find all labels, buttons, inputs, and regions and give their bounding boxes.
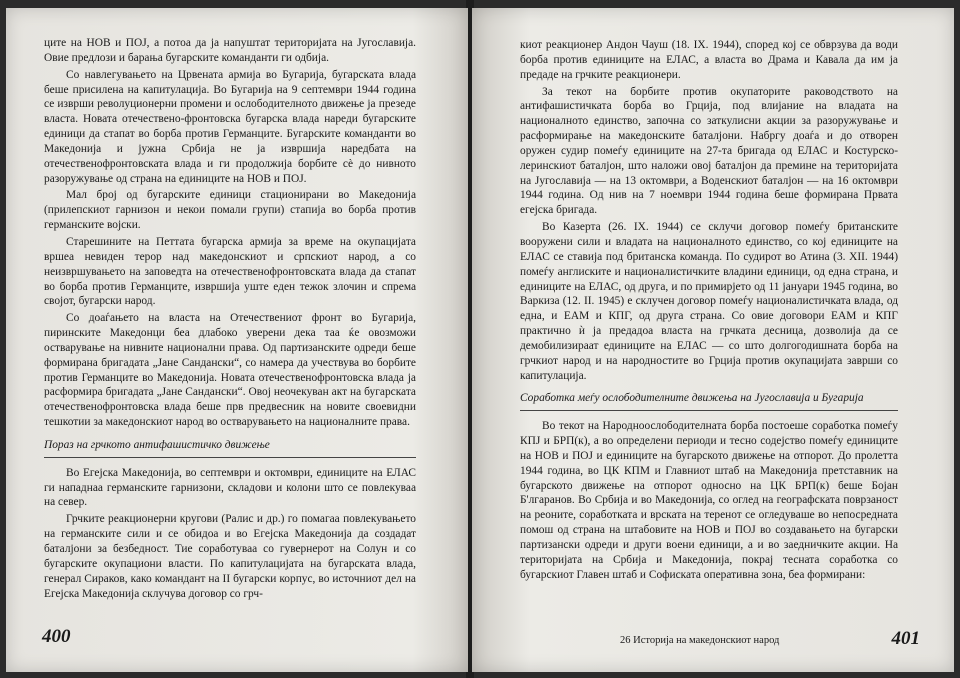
paragraph: Во Казерта (26. IX. 1944) се склучи договор помеѓу британските вооружени сили и владата на националното единство, со кој единиците на ЕЛАС се ставија под британска команда. По судирот во Атина (3. XII. 1944) помеѓу англиските и националистичките владини единици, од една страна, и единиците на ЕЛАС, од друга, и по примирјето од 11 јануари 1945 година, во Варкиза (12. II. 1945) е склучен договор помеѓу националистичката влада, од една, и ЕАМ и КПГ, од друга страна. Со овие договори ЕАМ и КПГ практично ѝ ја предадоа власта на грчката десница, дозволија да се демобилизираат единиците на ЕЛАС — со што долгогодишната борба на грчкиот народ и на народностите во Грција против окупацијата заврши со капитулација.: [520, 221, 898, 382]
paragraph: Мал број од бугарските единици стационирани во Македонија (прилепскиот гарнизон и некои помали групи) стапија во борба против германските војски.: [44, 189, 416, 232]
left-page-text: [44, 36, 416, 601]
section-heading-text: Соработка меѓу ослободителните движења на Југославија и Бугарија: [520, 392, 864, 405]
paragraph: Во Егејска Македонија, во септември и октомври, единиците на ЕЛАС ги нападнаа германските гарнизони, складови и колони што се повлекуваа на север.: [44, 466, 416, 509]
section-heading: [44, 438, 416, 458]
heading-rule: [44, 457, 416, 458]
right-page: [472, 8, 954, 672]
heading-rule: [520, 410, 898, 411]
section-heading: [520, 391, 898, 411]
paragraph: Со доаѓањето на власта на Отечествениот фронт во Бугарија, пиринските Македонци беа длабоко уверени дека таа ќе овозможи остварување на нивните национални права. Од партизанските одреди беше формирана бригадата „Јане Сандански“, со намера да учествува во борбите против Германците во Македонија. Новата отечественофронтовска влада ја расформира бригадата „Јане Сандански“. Овој неочекуван акт на бугарската отечественофронтовска влада беше прв предвесник на новите своевидни тешкотии за македонскиот народ во остварувањето на националните права.: [44, 312, 416, 429]
paragraph: Старешините на Петтата бугарска армија за време на окупацијата вршеа невиден терор над македонскиот и српскиот народ, а со неизвршувањето на заповедта на отечественофронтовската влада да стапат во борба против Германците, извршија уште еден тежок злочин и спрема својот, бугарски народ.: [44, 235, 416, 308]
paragraph: Грчките реакционерни кругови (Ралис и др.) го помагаа повлекувањето на германските сили и се обидоа и во Егејска Македонија да создадат баталјони за безбедност. Тие соработуваа со гувернерот на Солун и со бугарските окупациони власти. По капитулацијата на бугарската влада, генерал Сираков, како командант на II бугарски корпус, во источниот дел на Егејска Македонија склучува договор со грч-: [44, 513, 416, 600]
page-number: 401: [891, 628, 920, 649]
right-page-text: [520, 38, 898, 583]
left-page: [6, 8, 468, 672]
section-heading-text: Пораз на грчкото антифашистичко движење: [44, 438, 270, 451]
paragraph: ците на НОВ и ПОЈ, а потоа да ја напуштат територијата на Југославија. Овие предлози и барања бугарските команданти ги одбија.: [44, 37, 416, 64]
paragraph: За текот на борбите против окупаторите раководството на антифашистичката борба во Грција, под влијание на владата на националното единство, започна со заткулисни акции за разоружување и расформирање на македонските баталјони. Набргу доаѓа и до отворен оружен судир помеѓу единиците на 27-та бригада од ЕЛАС и Костурско-леринскиот баталјон, што наложи овој баталјон да премине на територијата на Југославија — на 13 октомври, а Воденскиот баталјон — на 16 октомври 1944 година. Од нив на 7 ноември 1944 година беше формирана Првата егејска бригада.: [520, 85, 898, 217]
paragraph: Со навлегувањето на Црвената армија во Бугарија, бугарската влада беше присилена на капитулација. Во Бугарија на 9 септември 1944 година се изврши револуционерни промени и ослободителното движење ја презеде власта. Новата отечествено-фронтовска бугарска влада нареди бугарските единици да стапат во борба против Германците. Бугарските команданти во Македонија и јужна Србија не ја извршија наредбата на отечественофронтовската влада и ги продолжија борбите сè до нивното разоружување од страна на единиците на НОВ и ПОЈ.: [44, 68, 416, 185]
paragraph: киот реакционер Андон Чауш (18. IX. 1944), според кој се обврзува да води борба против единиците на ЕЛАС, а власта во Драма и Кавала да им ја предаде на грчките реакционери.: [520, 39, 898, 81]
page-number: 400: [42, 626, 71, 647]
paragraph: Во текот на Народноослободителната борба постоеше соработка помеѓу КПЈ и БРП(к), а во определени периоди и тесно содејство помеѓу единиците на НОВ и ПОЈ и единиците на бугарското движење на отпорот. До пролетта 1944 година, во ЦК КПМ и Главниот штаб на Македонија претставник на бугарското движење на отпорот односно на ЦК БРП(к) беше Бојан Б'лгаранов. Во Србија и во Македонија, со оглед на географската поврзаност на реоните, соработката и врската на теренот се огледуваше во непосредната помош од страна на штабовите на НОВ и ПОЈ во создавањето на бугарски партизански одреди и други воени единици, а и во заедничките акции. На територијата на Србија и Македонија, покрај тесната соработка со бугарскиот Главен штаб и Софиската оперативна зона, беа формирани:: [520, 420, 898, 581]
page-footer: 26 Историја на македонскиот народ: [620, 635, 780, 646]
